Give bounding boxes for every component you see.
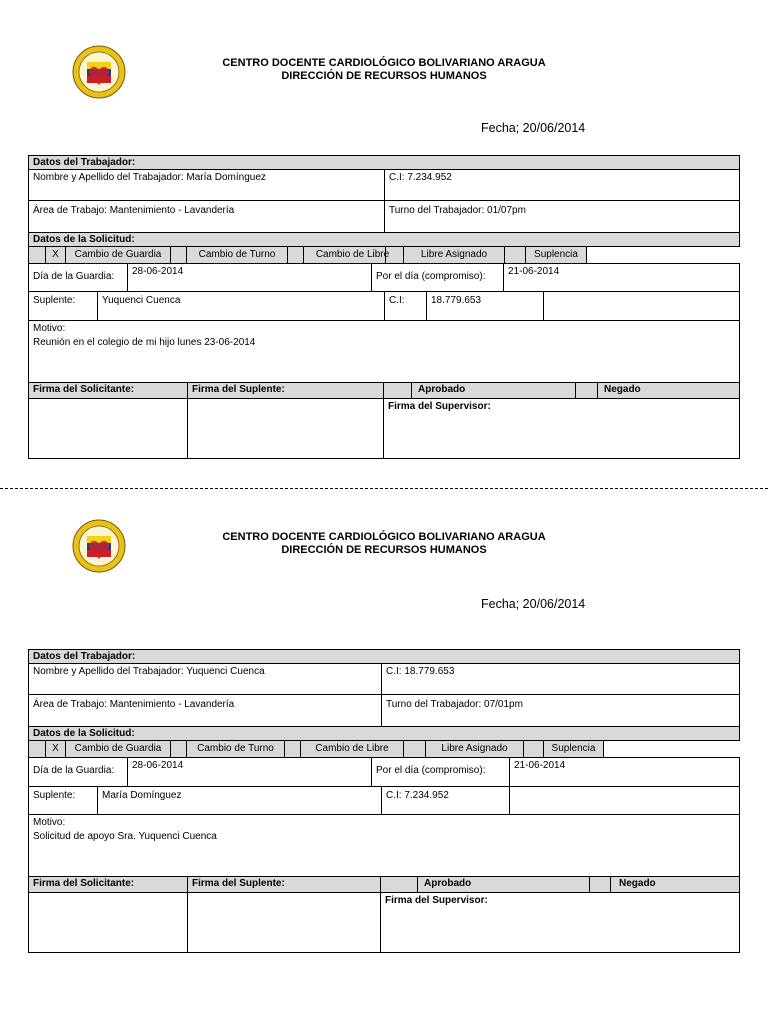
applicant-signature-label: Firma del Solicitante:	[33, 384, 135, 395]
reason-label: Motivo:	[33, 323, 66, 334]
institution-seal-logo	[72, 519, 126, 573]
reason-text: Solicitud de apoyo Sra. Yuquenci Cuenca	[33, 831, 217, 842]
institution-name: CENTRO DOCENTE CARDIOLÓGICO BOLIVARIANO ARAGUA	[222, 531, 546, 543]
option-checkbox[interactable]	[287, 247, 303, 263]
worker-section-title: Datos del Trabajador:	[33, 651, 136, 662]
institution-seal-logo	[72, 45, 126, 99]
reason-field	[29, 815, 741, 876]
approved-label: Aprobado	[417, 877, 589, 892]
worker-ci-field: C.I: 18.779.653	[381, 664, 741, 694]
request-form-1	[28, 155, 740, 459]
approved-checkbox[interactable]	[380, 877, 417, 892]
denied-label: Negado	[610, 877, 741, 892]
substitute-signature-label: Firma del Suplente:	[187, 877, 380, 892]
substitute-label: Suplente:	[33, 790, 76, 801]
request-section-title: Datos de la Solicitud:	[33, 234, 135, 245]
option-checkbox[interactable]	[170, 247, 186, 263]
request-section-title: Datos de la Solicitud:	[33, 728, 135, 739]
institution-name: CENTRO DOCENTE CARDIOLÓGICO BOLIVARIANO ARAGUA	[222, 57, 546, 69]
option-cambio-turno: Cambio de Turno	[186, 741, 284, 757]
request-form-2	[28, 649, 740, 953]
commit-day-label: Por el día (compromiso):	[371, 264, 503, 291]
substitute-signature-box	[187, 399, 383, 458]
worker-shift-field: Turno del Trabajador: 07/01pm	[381, 695, 741, 726]
guard-day-value: 28-06-2014	[127, 758, 371, 786]
substitute-label: Suplente:	[33, 295, 76, 306]
commit-day-value: 21-06-2014	[503, 264, 741, 291]
reason-field	[29, 321, 741, 382]
commit-day-label: Por el día (compromiso):	[371, 758, 509, 786]
option-suplencia: Suplencia	[525, 247, 586, 263]
date-label: Fecha; 20/06/2014	[481, 121, 586, 135]
option-checkbox[interactable]	[403, 741, 425, 757]
option-suplencia: Suplencia	[543, 741, 603, 757]
option-checkbox-mark[interactable]: X	[45, 247, 65, 263]
option-libre-asignado: Libre Asignado	[403, 247, 504, 263]
worker-shift-field: Turno del Trabajador: 01/07pm	[384, 201, 739, 232]
substitute-ci-value: C.I: 7.234.952	[381, 787, 509, 814]
approved-checkbox[interactable]	[383, 383, 411, 398]
work-area-field: Área de Trabajo: Mantenimiento - Lavandería	[33, 205, 235, 216]
guard-day-label: Día de la Guardia:	[33, 765, 115, 776]
supervisor-signature-label: Firma del Supervisor:	[380, 893, 741, 952]
commit-day-value: 21-06-2014	[509, 758, 741, 786]
option-cambio-turno: Cambio de Turno	[186, 247, 287, 263]
supervisor-signature-label: Firma del Supervisor:	[383, 399, 741, 458]
applicant-signature-label: Firma del Solicitante:	[33, 878, 135, 889]
option-cambio-libre: Cambio de Libre	[303, 247, 401, 263]
denied-label: Negado	[597, 383, 741, 398]
option-cambio-guardia: Cambio de Guardia	[65, 247, 170, 263]
substitute-ci-value: 18.779.653	[426, 292, 543, 320]
department-name: DIRECCIÓN DE RECURSOS HUMANOS	[281, 544, 487, 556]
option-checkbox[interactable]	[504, 247, 525, 263]
substitute-name: Yuquenci Cuenca	[97, 292, 384, 320]
reason-text: Reunión en el colegio de mi hijo lunes 23-06-2014	[33, 337, 256, 348]
substitute-signature-box	[187, 893, 380, 952]
option-checkbox[interactable]	[523, 741, 543, 757]
applicant-signature-box	[29, 399, 187, 458]
substitute-name: María Domínguez	[97, 787, 381, 814]
guard-day-value: 28-06-2014	[127, 264, 371, 291]
denied-checkbox[interactable]	[575, 383, 597, 398]
guard-day-label: Día de la Guardia:	[33, 271, 115, 282]
worker-name-field: Nombre y Apellido del Trabajador: María Domínguez	[33, 172, 266, 183]
cut-line-divider	[0, 488, 768, 489]
form-header	[200, 531, 568, 557]
worker-ci-field: C.I: 7.234.952	[384, 170, 739, 200]
worker-name-field: Nombre y Apellido del Trabajador: Yuquenci Cuenca	[33, 666, 265, 677]
denied-checkbox[interactable]	[589, 877, 610, 892]
department-name: DIRECCIÓN DE RECURSOS HUMANOS	[281, 70, 487, 82]
form-header	[200, 57, 568, 83]
option-cambio-guardia: Cambio de Guardia	[65, 741, 170, 757]
reason-label: Motivo:	[33, 817, 66, 828]
option-checkbox-mark[interactable]: X	[45, 741, 65, 757]
option-checkbox[interactable]	[385, 247, 403, 263]
substitute-signature-label: Firma del Suplente:	[187, 383, 383, 398]
option-libre-asignado: Libre Asignado	[425, 741, 523, 757]
substitute-ci-label: C.I:	[384, 292, 426, 320]
option-checkbox[interactable]	[170, 741, 186, 757]
date-label: Fecha; 20/06/2014	[481, 597, 586, 611]
option-checkbox[interactable]	[284, 741, 300, 757]
applicant-signature-box	[29, 893, 187, 952]
worker-section-title: Datos del Trabajador:	[33, 157, 136, 168]
approved-label: Aprobado	[411, 383, 575, 398]
work-area-field: Área de Trabajo: Mantenimiento - Lavandería	[33, 699, 235, 710]
option-cambio-libre: Cambio de Libre	[300, 741, 403, 757]
